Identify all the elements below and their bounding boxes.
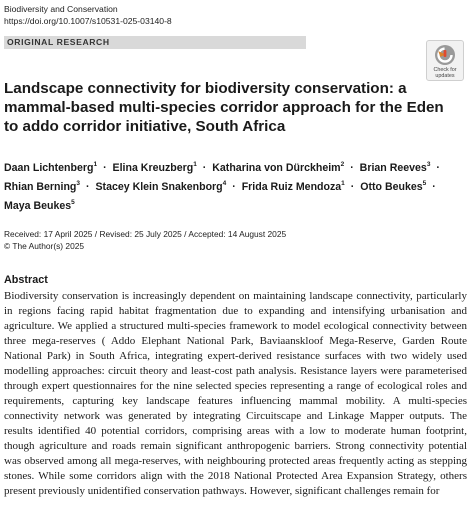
check-for-updates-icon	[434, 44, 456, 66]
author-separator: ·	[436, 162, 440, 174]
author-separator: ·	[350, 162, 354, 174]
author-list	[4, 157, 472, 214]
affiliation-marker[interactable]: 5	[71, 199, 75, 206]
author-name-text: Brian Reeves	[359, 162, 427, 174]
author-separator: ·	[432, 181, 436, 193]
affiliation-marker[interactable]: 3	[426, 161, 431, 168]
section-label-bar: ORIGINAL RESEARCH	[4, 36, 306, 49]
author-separator: ·	[202, 162, 207, 174]
author-name[interactable]	[360, 181, 426, 193]
affiliation-marker[interactable]: 1	[93, 161, 98, 168]
affiliation-marker[interactable]: 4	[222, 180, 227, 187]
author-name-text: Frida Ruiz Mendoza	[241, 181, 342, 193]
author-name-text: Daan Lichtenberg	[4, 162, 94, 174]
affiliation-marker[interactable]: 3	[76, 180, 81, 187]
abstract-text: Biodiversity conservation is increasingly dependent on maintaining landscape connectivity, particularly in regions facing rapid habitat fragmentation due to expanding and intensifying urbanisation and agriculture. We applied a structured multi-species framework to model ecological connectivity between three mega-reserves ( Addo Elephant National Park, Baviaanskloof Mega-Reserve, Garden Route National Park) in South Africa, integrating expert-derived resistance surfaces with two widely used modelling approaches: circuit theory and least-cost path analysis. Resistance layers were parameterised through expert questionnaires for the nine selected species representing a range of ecological roles and requirements, capturing key landscape features influencing mammal mobility. A multi-species connectivity network was generated by integrating Circuitscape and Linkage Mapper outputs. The results identified 40 potential corridors, comprising areas with a low to moderate human footprint, though agriculture and roads remain significant anthropogenic barriers. Strong connectivity potential was observed among all mega-reserves, with neighbouring protected areas frequently acting as stepping stones. While some corridors align with the 2018 National Protected Area Expansion Strategy, others present previously unidentified conservation pathways. However, significant challenges remain for	[4, 290, 467, 497]
badge-label: Check for updates	[433, 67, 457, 79]
journal-meta	[4, 3, 172, 27]
author-name[interactable]	[360, 162, 431, 174]
article-title: Landscape connectivity for biodiversity conservation: a mammal-based multi-species corridor approach for the Eden to addo corridor initiative, South Africa	[4, 80, 444, 135]
affiliation-marker[interactable]: 1	[193, 161, 197, 168]
author-name-text: Katharina von Dürckheim	[212, 162, 341, 174]
author-name[interactable]	[4, 200, 75, 212]
history-dates: Received: 17 April 2025 / Revised: 25 July 2025 / Accepted: 14 August 2025	[4, 229, 287, 239]
copyright-line: © The Author(s) 2025	[4, 241, 85, 251]
author-name-text: Rhian Berning	[4, 181, 77, 193]
author-name[interactable]	[212, 162, 344, 174]
author-name[interactable]	[95, 181, 226, 193]
doi-link[interactable]: https://doi.org/10.1007/s10531-025-03140-8	[4, 16, 172, 26]
abstract-heading: Abstract	[4, 274, 48, 286]
check-for-updates-badge[interactable]	[426, 40, 464, 81]
author-separator: ·	[103, 162, 107, 174]
author-separator: ·	[85, 181, 90, 193]
author-name[interactable]	[113, 162, 197, 174]
article-dates	[4, 228, 286, 252]
author-name-text: Stacey Klein Snakenborg	[95, 181, 223, 193]
author-separator: ·	[350, 181, 355, 193]
journal-name: Biodiversity and Conservation	[4, 4, 118, 14]
affiliation-marker[interactable]: 1	[341, 180, 345, 187]
author-name-text: Otto Beukes	[360, 181, 423, 193]
author-name-text: Elina Kreuzberg	[112, 162, 194, 174]
affiliation-marker[interactable]: 5	[422, 180, 427, 187]
author-name-text: Maya Beukes	[4, 200, 72, 212]
author-name[interactable]	[242, 181, 345, 193]
author-name[interactable]	[4, 162, 97, 174]
author-name[interactable]	[4, 181, 80, 193]
author-separator: ·	[232, 181, 236, 193]
affiliation-marker[interactable]: 2	[340, 161, 345, 168]
